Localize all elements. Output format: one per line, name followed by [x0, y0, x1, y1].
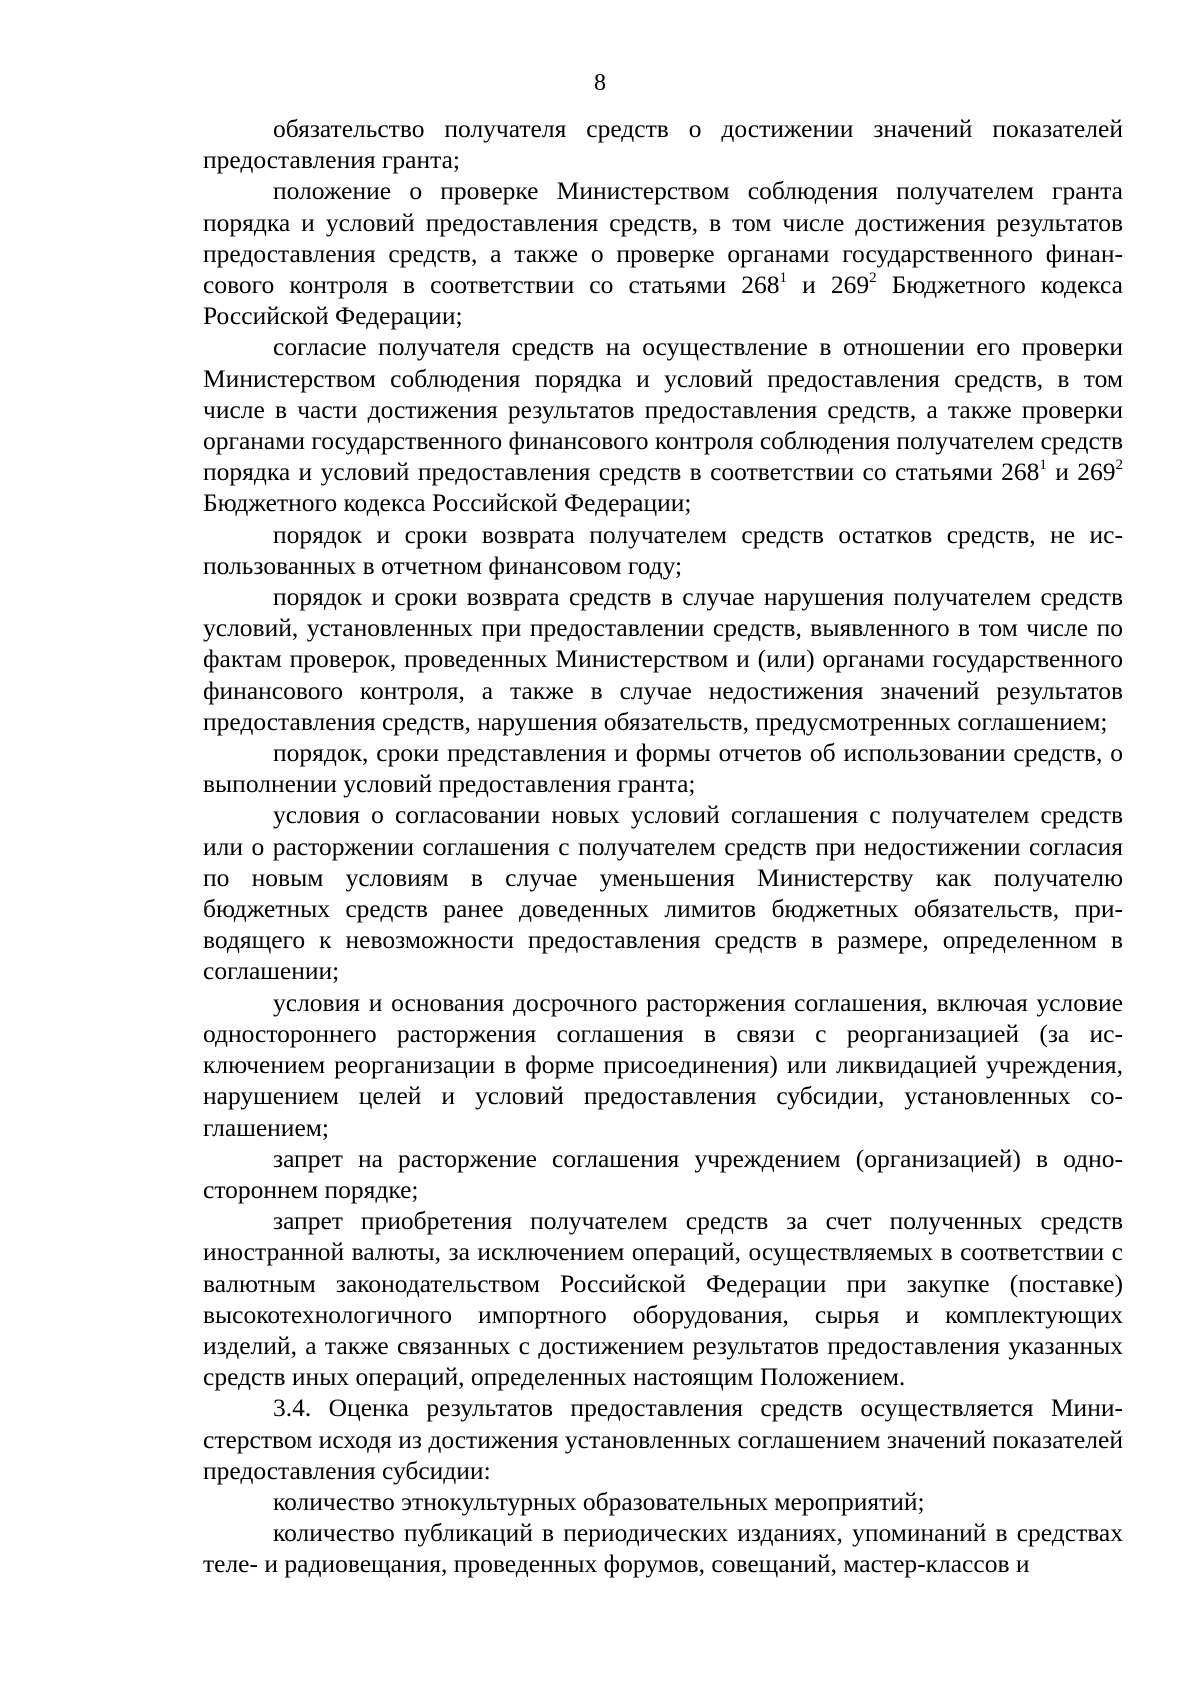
paragraph: запрет на расторжение соглашения учреждением (организацией) в одностороннем порядке;	[203, 1143, 1123, 1204]
paragraph: положение о проверке Министерством соблюдения получателем гранта порядка и условий предоставления средств, в том числе достижения результатов предоставления средств, а также о проверке органами государственного финансового контроля в соответствии со статьями $268^1$ и $269^2$ Бюджетного кодекса Российской Федерации;	[203, 176, 1123, 331]
paragraph: условия и основания досрочного расторжения соглашения, включая условие одностороннего расторжения соглашения в связи с реорганизацией (за исключением реорганизации в форме присоединения) или ликвидацией учреждения, нарушением целей и условий предоставления субсидии, установленных соглашением;	[203, 987, 1123, 1142]
paragraph: количество этнокультурных образовательных мероприятий;	[273, 1486, 925, 1516]
paragraph: обязательство получателя средств о достижении значений показателей предоставления гранта;	[203, 114, 1123, 175]
document-body	[203, 113, 1123, 1580]
paragraph: порядок и сроки возврата средств в случае нарушения получателем средств условий, установленных при предоставлении средств, выявленного в том числе по фактам проверок, проведенных Министерством и (или) органами государственного финансового контроля, а также в случае недостижения значений результатов предоставления средств, нарушения обязательств, предусмотренных соглашением;	[203, 582, 1123, 736]
paragraph: порядок, сроки представления и формы отчетов об использовании средств, о выполнении условий предоставления гранта;	[203, 738, 1123, 799]
paragraph: запрет приобретения получателем средств за счет полученных средств иностранной валюты, за исключением операций, осуществляемых в соответствии с валютным законодательством Российской Федерации при закупке (поставке) высокотехнологичного импортного оборудования, сырья и комплектующих изделий, а также связанных с достижением результатов предоставления указанных средств иных операций, определенных настоящим Положением.	[203, 1206, 1123, 1392]
paragraph: 3.4. Оценка результатов предоставления средств осуществляется Министерством исходя из достижения установленных соглашением значений показателей предоставления субсидии:	[203, 1393, 1123, 1485]
paragraph: согласие получателя средств на осуществление в отношении его проверки Министерством соблюдения порядка и условий предоставления средств, в том числе в части достижения результатов предоставления средств, а также проверки органами государственного финансового контроля соблюдения получателем средств порядка и условий предоставления средств в соответствии со статьями $268^1$ и $269^2$ Бюджетного кодекса Российской Федерации;	[203, 332, 1123, 518]
page-number: 8	[594, 70, 606, 96]
paragraph: количество публикаций в периодических изданиях, упоминаний в средствах теле- и радиовещания, проведенных форумов, совещаний, мастер-классов и	[203, 1518, 1123, 1579]
paragraph: порядок и сроки возврата получателем средств остатков средств, не использованных в отчетном финансовом году;	[203, 519, 1123, 580]
paragraph: условия о согласовании новых условий соглашения с получателем средств или о расторжении соглашения с получателем средств при недостижении согласия по новым условиям в случае уменьшения Министерству как получателю бюджетных средств ранее доведенных лимитов бюджетных обязательств, приводящего к невозможности предоставления средств в размере, определенном в соглашении;	[203, 800, 1123, 986]
